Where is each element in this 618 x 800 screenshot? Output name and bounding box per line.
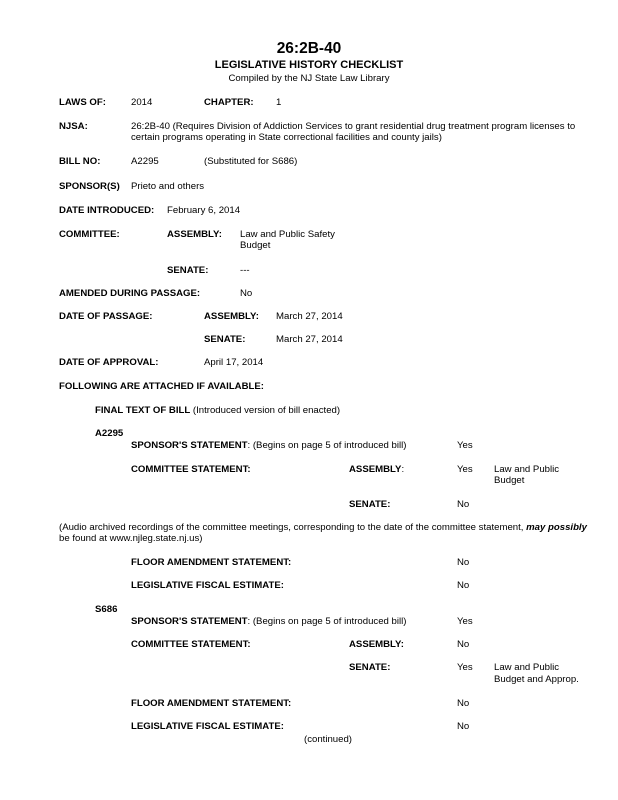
a2295-assembly-committee1: Law and Public (494, 464, 560, 475)
committee-senate-label: SENATE: (167, 265, 209, 276)
committee-assembly-line2: Budget (240, 240, 271, 251)
a2295-bill-label: A2295 (95, 428, 124, 439)
s686-senate-committee2: Budget and Approp. (494, 674, 579, 685)
passage-senate-date: March 27, 2014 (276, 334, 343, 345)
continued-note: (continued) (304, 734, 352, 745)
s686-bill-label: S686 (95, 604, 118, 615)
bill-substitution-note: (Substituted for S686) (204, 156, 298, 167)
a2295-senate-value: No (457, 499, 470, 510)
s686-sponsor-label: SPONSOR'S STATEMENT (131, 616, 248, 627)
committee-assembly-label: ASSEMBLY: (167, 229, 222, 240)
s686-floor-value: No (457, 698, 470, 709)
a2295-assembly-committee2: Budget (494, 475, 525, 486)
s686-sponsor-note: : (Begins on page 5 of introduced bill) (247, 616, 407, 627)
s686-floor-label: FLOOR AMENDMENT STATEMENT: (131, 698, 292, 709)
s686-sponsor-value: Yes (457, 616, 473, 627)
amended-value: No (240, 288, 253, 299)
a2295-sponsor-label: SPONSOR'S STATEMENT (131, 440, 248, 451)
s686-senate-label: SENATE: (349, 662, 391, 673)
bill-no-label: BILL NO: (59, 156, 101, 167)
page-title: LEGISLATIVE HISTORY CHECKLIST (214, 59, 404, 71)
amended-label: AMENDED DURING PASSAGE: (59, 288, 201, 299)
njsa-description: 26:2B-40 (Requires Division of Addiction Services to grant residential drug treatment program licenses to certain programs operating in State correctional facilities and county jails) (131, 121, 576, 143)
a2295-committee-label: COMMITTEE STATEMENT: (131, 464, 251, 475)
a2295-assembly-colon: : (401, 464, 405, 475)
audio-note-emphasis: may possibly (526, 522, 587, 533)
sponsors-value: Prieto and others (131, 181, 205, 192)
audio-note-line2: be found at www.njleg.state.nj.us) (59, 533, 203, 544)
passage-assembly-date: March 27, 2014 (276, 311, 343, 322)
date-of-approval-value: April 17, 2014 (204, 357, 264, 368)
a2295-assembly-value: Yes (457, 464, 473, 475)
date-of-approval-label: DATE OF APPROVAL: (59, 357, 159, 368)
final-text-label: FINAL TEXT OF BILL (95, 405, 191, 416)
statute-number: 26:2B-40 (276, 40, 342, 57)
laws-of-label: LAWS OF: (59, 97, 106, 108)
s686-senate-committee1: Law and Public (494, 662, 560, 673)
chapter-label: CHAPTER: (204, 97, 254, 108)
date-of-passage-label: DATE OF PASSAGE: (59, 311, 153, 322)
compiled-by: Compiled by the NJ State Law Library (228, 73, 390, 84)
a2295-floor-value: No (457, 557, 470, 568)
a2295-assembly-label: ASSEMBLY (349, 464, 402, 475)
sponsors-label: SPONSOR(S) (59, 181, 120, 192)
bill-no-value: A2295 (131, 156, 159, 167)
date-introduced-value: February 6, 2014 (167, 205, 241, 216)
njsa-label: NJSA: (59, 121, 88, 132)
a2295-sponsor-note: : (Begins on page 5 of introduced bill) (247, 440, 407, 451)
s686-sponsor-line (131, 616, 406, 627)
a2295-sponsor-value: Yes (457, 440, 473, 451)
a2295-sponsor-line (131, 440, 406, 451)
passage-senate-label: SENATE: (204, 334, 246, 345)
passage-assembly-label: ASSEMBLY: (204, 311, 259, 322)
s686-assembly-label: ASSEMBLY: (349, 639, 404, 650)
audio-note-text: (Audio archived recordings of the committee meetings, corresponding to the date of the committee statement, (59, 522, 527, 533)
committee-assembly-line1: Law and Public Safety (240, 229, 335, 240)
s686-fiscal-value: No (457, 721, 470, 732)
date-introduced-label: DATE INTRODUCED: (59, 205, 155, 216)
committee-label: COMMITTEE: (59, 229, 120, 240)
a2295-assembly-line (349, 464, 404, 475)
s686-assembly-value: No (457, 639, 470, 650)
a2295-senate-label: SENATE: (349, 499, 391, 510)
a2295-floor-label: FLOOR AMENDMENT STATEMENT: (131, 557, 292, 568)
a2295-fiscal-value: No (457, 580, 470, 591)
attached-heading: FOLLOWING ARE ATTACHED IF AVAILABLE: (59, 381, 264, 392)
chapter-number: 1 (276, 97, 282, 108)
s686-committee-label: COMMITTEE STATEMENT: (131, 639, 251, 650)
audio-note-line1 (59, 522, 587, 533)
a2295-fiscal-label: LEGISLATIVE FISCAL ESTIMATE: (131, 580, 284, 591)
s686-senate-value: Yes (457, 662, 473, 673)
final-text-line (95, 405, 340, 416)
laws-of-year: 2014 (131, 97, 153, 108)
final-text-note: (Introduced version of bill enacted) (190, 405, 341, 416)
committee-senate-value: --- (240, 265, 250, 276)
s686-fiscal-label: LEGISLATIVE FISCAL ESTIMATE: (131, 721, 284, 732)
